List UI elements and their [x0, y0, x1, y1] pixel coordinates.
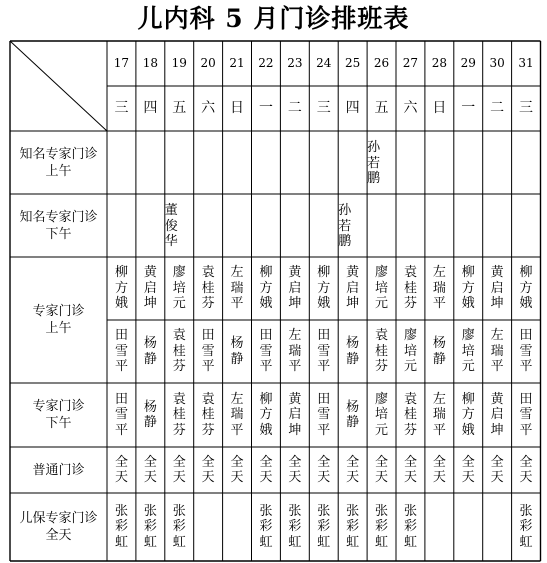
day-number: 21 [229, 56, 245, 70]
schedule-cell: 全 天 [490, 454, 504, 485]
day-number: 22 [258, 56, 274, 70]
schedule-cell: 左 瑞 平 [230, 265, 244, 312]
schedule-cell: 柳 方 娥 [461, 391, 475, 438]
weekday: 一 [461, 100, 476, 116]
schedule-cell: 全 天 [201, 454, 215, 485]
schedule-cell: 张 彩 虹 [403, 503, 417, 550]
row-label-line: 知名专家门诊 [19, 146, 98, 162]
day-number: 30 [489, 56, 505, 70]
schedule-cell [338, 131, 367, 194]
day-number: 20 [200, 56, 216, 70]
schedule-cell: 黄 启 坤 [288, 391, 302, 438]
schedule-cell [223, 131, 252, 194]
schedule-cell [512, 131, 541, 194]
schedule-cell [309, 131, 338, 194]
schedule-cell [425, 493, 454, 561]
schedule-cell: 张 彩 虹 [519, 503, 533, 550]
schedule-cell: 全 天 [288, 454, 302, 485]
schedule-cell: 杨 静 [346, 336, 360, 367]
schedule-cell: 袁 桂 芬 [201, 265, 215, 312]
schedule-cell [165, 131, 194, 194]
schedule-cell: 柳 方 娥 [114, 265, 128, 312]
schedule-cell: 廖 培 元 [461, 328, 475, 375]
schedule-cell: 全 天 [519, 454, 533, 485]
schedule-cell: 张 彩 虹 [172, 503, 186, 550]
schedule-cell [280, 194, 309, 257]
schedule-cell: 田 雪 平 [114, 328, 128, 375]
schedule-cell: 田 雪 平 [519, 391, 533, 438]
weekday: 三 [114, 100, 129, 116]
schedule-cell [512, 194, 541, 257]
row-label [10, 194, 107, 257]
schedule-cell [107, 194, 136, 257]
schedule-cell [107, 131, 136, 194]
schedule-cell: 全 天 [143, 454, 157, 485]
day-number: 29 [460, 56, 476, 70]
schedule-cell: 左 瑞 平 [230, 391, 244, 438]
row-label [10, 447, 107, 493]
day-number: 28 [431, 56, 447, 70]
schedule-cell: 黄 启 坤 [346, 265, 360, 312]
schedule-cell: 廖 培 元 [403, 328, 417, 375]
schedule-cell [252, 194, 281, 257]
weekday: 二 [287, 100, 302, 116]
schedule-cell: 田 雪 平 [519, 328, 533, 375]
day-number: 17 [113, 56, 130, 70]
schedule-cell [223, 493, 252, 561]
schedule-cell [367, 194, 396, 257]
schedule-cell: 张 彩 虹 [114, 503, 128, 550]
weekday: 三 [316, 100, 331, 116]
schedule-cell [483, 493, 512, 561]
schedule-cell: 全 天 [230, 454, 244, 485]
schedule-cell: 张 彩 虹 [288, 503, 302, 550]
row-label-line: 上午 [45, 321, 72, 336]
schedule-cell [483, 194, 512, 257]
corner-diagonal [10, 41, 107, 131]
schedule-cell: 孙 若 鹏 [367, 140, 381, 187]
schedule-cell: 全 天 [172, 454, 186, 485]
weekday: 五 [172, 100, 187, 116]
weekday: 六 [201, 100, 216, 116]
schedule-cell: 左 瑞 平 [490, 328, 504, 375]
schedule-cell [194, 194, 223, 257]
schedule-cell: 廖 培 元 [375, 391, 389, 438]
schedule-cell: 左 瑞 平 [288, 328, 302, 375]
schedule-cell: 张 彩 虹 [259, 503, 273, 550]
schedule-cell [396, 194, 425, 257]
day-number: 27 [402, 56, 419, 70]
schedule-cell [454, 194, 483, 257]
schedule-cell: 袁 桂 芬 [403, 391, 417, 438]
schedule-cell [454, 493, 483, 561]
schedule-cell [194, 493, 223, 561]
schedule-cell: 全 天 [259, 454, 273, 485]
schedule-cell: 全 天 [317, 454, 331, 485]
schedule-cell: 袁 桂 芬 [172, 391, 186, 438]
schedule-cell: 全 天 [375, 454, 389, 485]
row-label-line: 知名专家门诊 [19, 209, 98, 225]
schedule-cell: 杨 静 [143, 336, 157, 367]
schedule-cell: 孙 若 鹏 [338, 203, 352, 250]
day-number: 31 [518, 56, 534, 70]
schedule-cell [252, 131, 281, 194]
schedule-cell: 全 天 [346, 454, 360, 485]
row-label-line: 儿保专家门诊 [19, 511, 98, 526]
schedule-cell: 柳 方 娥 [519, 265, 533, 312]
weekday: 六 [403, 100, 418, 116]
schedule-cell: 杨 静 [432, 336, 446, 367]
schedule-cell: 田 雪 平 [259, 328, 273, 375]
weekday: 日 [230, 100, 245, 116]
schedule-cell: 袁 桂 芬 [172, 328, 186, 375]
schedule-cell: 全 天 [432, 454, 446, 485]
schedule-cell [136, 131, 165, 194]
schedule-cell [454, 131, 483, 194]
day-number: 19 [171, 56, 187, 70]
weekday: 四 [345, 100, 360, 116]
weekday: 一 [258, 100, 273, 116]
schedule-cell: 田 雪 平 [201, 328, 215, 375]
day-number: 23 [287, 56, 303, 70]
schedule-cell [280, 131, 309, 194]
schedule-cell: 柳 方 娥 [259, 391, 273, 438]
day-number: 25 [344, 56, 361, 70]
schedule-cell: 杨 静 [346, 399, 360, 430]
schedule-cell: 田 雪 平 [317, 391, 331, 438]
row-label [10, 493, 107, 561]
schedule-cell: 柳 方 娥 [461, 265, 475, 312]
schedule-cell: 董 俊 华 [164, 203, 178, 250]
row-label [10, 383, 107, 447]
schedule-cell: 黄 启 坤 [490, 265, 504, 312]
row-label-line: 专家门诊 [32, 399, 85, 414]
schedule-cell [425, 131, 454, 194]
schedule-cell: 张 彩 虹 [375, 503, 389, 550]
schedule-cell [136, 194, 165, 257]
schedule-cell: 袁 桂 芬 [201, 391, 215, 438]
row-label [10, 131, 107, 194]
weekday: 三 [519, 100, 534, 116]
schedule-cell: 黄 启 坤 [490, 391, 504, 438]
row-label-line: 全天 [45, 528, 72, 543]
schedule-cell: 田 雪 平 [114, 391, 128, 438]
row-label-line: 下午 [45, 226, 72, 242]
schedule-cell: 左 瑞 平 [432, 391, 446, 438]
schedule-cell [396, 131, 425, 194]
schedule-cell: 廖 培 元 [375, 265, 389, 312]
weekday: 二 [490, 100, 505, 116]
row-label [10, 257, 107, 383]
schedule-cell [309, 194, 338, 257]
schedule-cell [194, 131, 223, 194]
schedule-cell: 张 彩 虹 [317, 503, 331, 550]
schedule-cell: 黄 启 坤 [288, 265, 302, 312]
schedule-cell: 全 天 [114, 454, 128, 485]
weekday: 日 [432, 100, 447, 116]
schedule-cell: 杨 静 [230, 336, 244, 367]
schedule-cell: 袁 桂 芬 [403, 265, 417, 312]
weekday: 五 [374, 100, 389, 116]
schedule-cell: 杨 静 [143, 399, 157, 430]
schedule-cell: 黄 启 坤 [143, 265, 157, 312]
schedule-cell: 柳 方 娥 [317, 265, 331, 312]
row-label-line: 普通门诊 [32, 462, 85, 478]
schedule-cell [223, 194, 252, 257]
row-label-line: 专家门诊 [32, 304, 85, 319]
schedule-cell: 廖 培 元 [172, 265, 186, 312]
schedule-cell: 全 天 [461, 454, 475, 485]
day-number: 24 [316, 56, 332, 70]
schedule-cell: 柳 方 娥 [259, 265, 273, 312]
row-label-line: 下午 [45, 416, 72, 431]
weekday: 四 [143, 100, 158, 116]
schedule-cell [425, 194, 454, 257]
schedule-cell: 田 雪 平 [317, 328, 331, 375]
schedule-cell: 袁 桂 芬 [375, 328, 389, 375]
day-number: 18 [142, 56, 158, 70]
page-title: 儿内科 5 月门诊排班表 [137, 4, 410, 33]
schedule-cell: 张 彩 虹 [346, 503, 360, 550]
day-number: 26 [373, 56, 390, 70]
schedule-cell: 左 瑞 平 [432, 265, 446, 312]
row-label-line: 上午 [45, 163, 72, 179]
schedule-cell: 张 彩 虹 [143, 503, 157, 550]
schedule-cell: 全 天 [403, 454, 417, 485]
schedule-cell [483, 131, 512, 194]
